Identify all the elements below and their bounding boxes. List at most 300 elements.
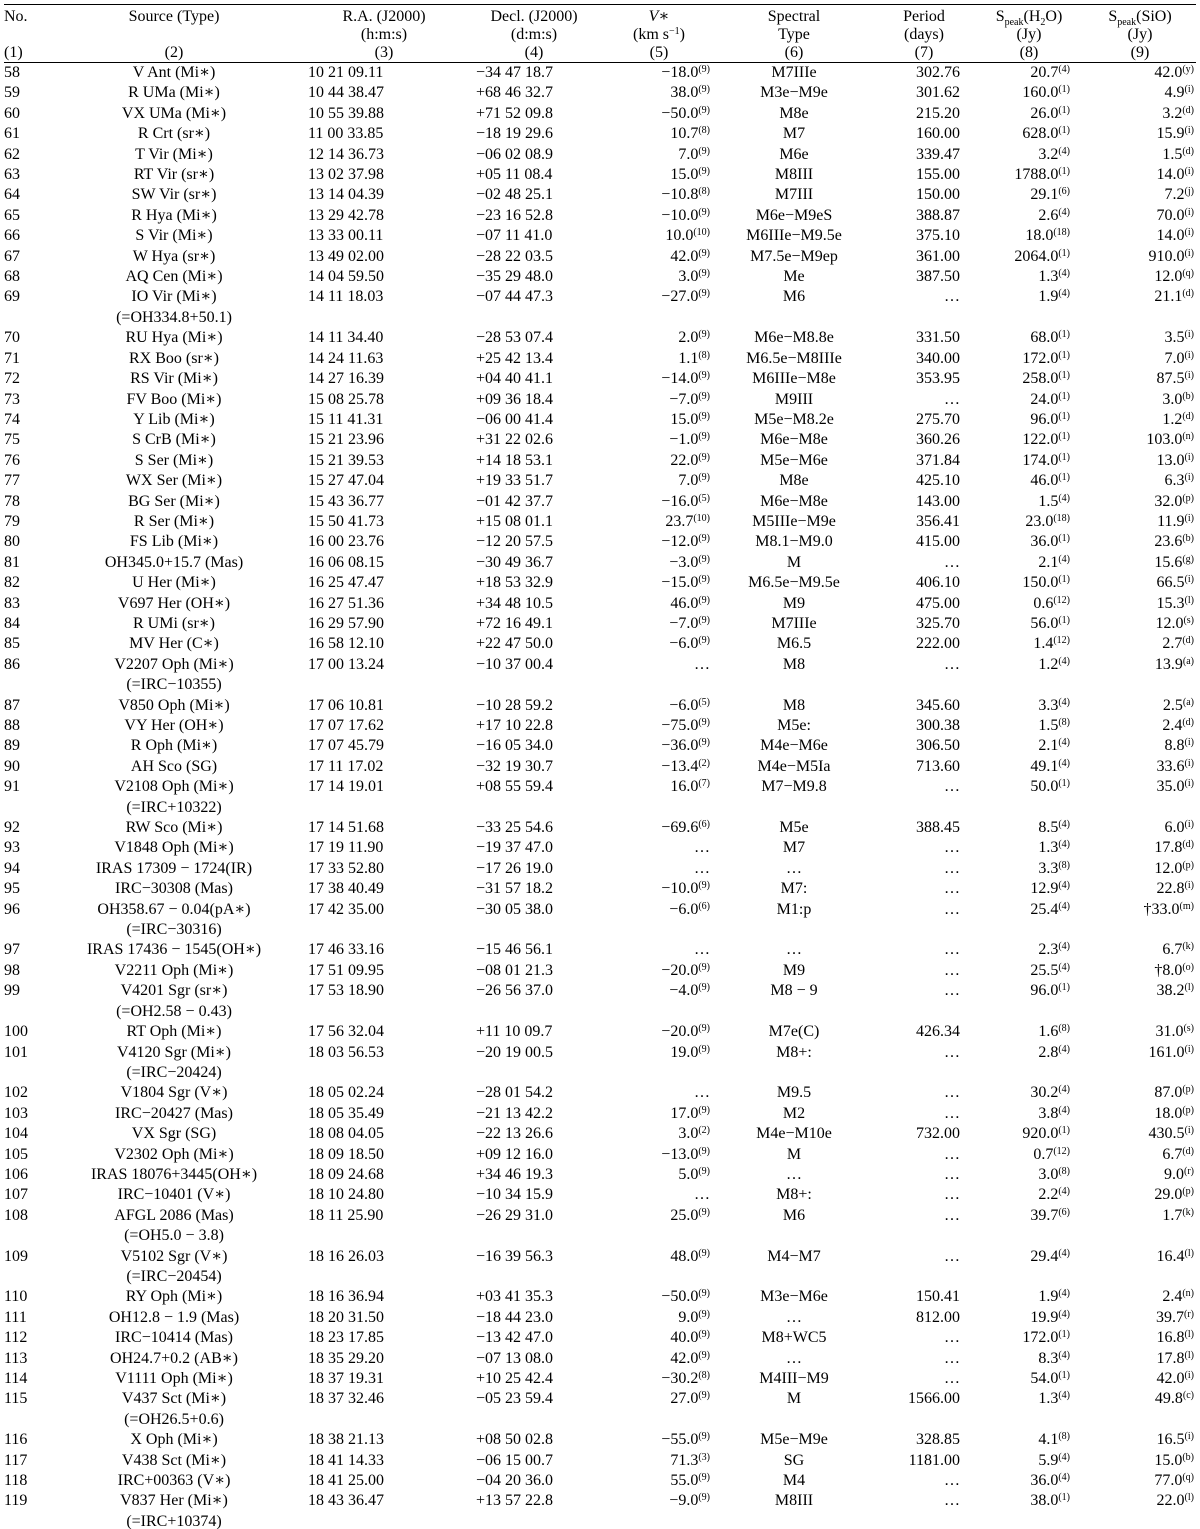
vstar-value [604,1389,714,1409]
speak-h2o-value [974,573,1084,593]
reference-superscript: (9) [698,1165,710,1177]
ra-value-text: 16 27 51.36 [308,594,384,612]
source-name-text: IRAS 18076+3445(OH∗) [90,1165,258,1183]
dec-value [464,553,604,573]
vstar-value [604,1124,714,1144]
speak-h2o-value-text: 1.6 [1038,1023,1059,1041]
dec-value [464,451,604,471]
source-name-text: OH24.7+0.2 (AB∗) [110,1349,238,1367]
speak-sio-value [1084,553,1196,573]
vstar-value-text: 10.0 [665,227,694,245]
speak-h2o-value [974,512,1084,532]
empty-cell [974,1267,1084,1287]
row-number [4,940,44,960]
reference-superscript: (6) [698,900,710,912]
dec-value [464,63,604,84]
ra-value [304,818,464,838]
source-alias: (=IRC+10374) [126,1512,222,1529]
source-name [44,1328,304,1348]
empty-cell [1084,798,1196,818]
vstar-value [604,492,714,512]
speak-sio-value [1084,859,1196,879]
period-value [874,492,974,512]
row-number [4,1349,44,1369]
speak-sio-value [1084,573,1196,593]
vstar-value-text: 5.0 [678,1165,699,1183]
vstar-value-text: 40.0 [670,1329,699,1347]
period-value-text: … [944,1084,960,1102]
speak-h2o-value [974,532,1084,552]
source-name-text: WX Ser (Mi∗) [125,472,223,490]
empty-cell [304,798,464,818]
reference-superscript: (4) [1058,941,1070,953]
ra-value-text: 17 46 33.16 [308,941,384,959]
dec-value-text: −28 53 07.4 [476,329,554,347]
row-number [4,1165,44,1185]
speak-sio-value [1084,1165,1196,1185]
source-name-text: V1111 Oph (Mi∗) [115,1370,233,1387]
table-row [4,696,1196,716]
row-number-text: 116 [4,1431,28,1449]
speak-sio-value [1084,1451,1196,1471]
table-row [4,716,1196,736]
empty-cell [464,675,604,695]
period-value-text: … [944,655,960,673]
period-value-text: 387.50 [916,268,960,286]
spectral-type [714,716,874,736]
ra-value-text: 18 43 36.47 [308,1492,384,1510]
table-body [4,63,1196,1529]
reference-superscript: (d) [1182,145,1194,157]
vstar-value [604,185,714,205]
reference-superscript: (9) [698,1308,710,1320]
table-row [4,961,1196,981]
period-value-text: 328.85 [916,1431,960,1449]
table-row-continuation [4,1410,1196,1430]
ra-value [304,532,464,552]
ra-value [304,716,464,736]
source-name [44,961,304,981]
dec-value [464,83,604,103]
row-number-text: 73 [4,390,20,408]
row-number-text: 117 [4,1451,28,1469]
reference-superscript: (1) [1058,349,1070,361]
vstar-value [604,1491,714,1511]
period-value-text: 361.00 [916,247,960,265]
source-name [44,573,304,593]
ra-value [304,124,464,144]
dec-value-text: −07 13 08.0 [476,1349,554,1367]
reference-superscript: (4) [1058,819,1070,831]
source-name-text: V5102 Sgr (V∗) [120,1247,228,1265]
source-name [44,1083,304,1103]
row-number-text: 105 [4,1145,28,1163]
row-number-text: 107 [4,1186,28,1204]
reference-superscript: (12) [1053,635,1070,647]
source-name-text: IRC−10401 (V∗) [117,1186,231,1204]
period-value [874,1430,974,1450]
source-name [44,981,304,1001]
source-name [44,185,304,205]
reference-superscript: (k) [1182,941,1194,953]
spectral-type-text: M6e−M8e [760,431,828,449]
source-name [44,328,304,348]
period-value-text: 732.00 [916,1125,960,1143]
speak-h2o-value-text: 172.0 [1022,349,1059,367]
empty-cell [714,1063,874,1083]
reference-superscript: (4) [1058,1288,1070,1300]
vstar-value-text: −13.4 [661,757,699,775]
dec-value-text: +31 22 02.6 [476,431,554,449]
speak-sio-value [1084,328,1196,348]
col-header-dec: Decl. (J2000) [464,5,604,27]
table-row [4,206,1196,226]
dec-value [464,492,604,512]
period-value [874,900,974,920]
speak-h2o-value [974,1430,1084,1450]
dec-value [464,185,604,205]
spectral-type-text: M4III−M9 [759,1370,829,1387]
row-number [4,492,44,512]
vstar-value [604,818,714,838]
ra-value [304,940,464,960]
source-name [44,410,304,430]
empty-cell [1084,1002,1196,1022]
row-number [4,226,44,246]
row-number [4,1451,44,1471]
dec-value [464,655,604,675]
table-row-continuation [4,675,1196,695]
period-value [874,818,974,838]
reference-superscript: (r) [1184,1308,1194,1320]
spectral-type [714,185,874,205]
speak-h2o-value [974,1369,1084,1389]
dec-value [464,859,604,879]
row-number [4,63,44,84]
vstar-value-text: −10.0 [661,880,699,898]
dec-value [464,1022,604,1042]
row-number-text: 94 [4,859,20,877]
row-number [4,900,44,920]
reference-superscript: (6) [1058,1206,1070,1218]
dec-value-text: −10 37 00.4 [476,655,554,673]
dec-value [464,247,604,267]
dec-value [464,1043,604,1063]
ra-value [304,1349,464,1369]
period-value-text: … [944,553,960,571]
speak-sio-value [1084,532,1196,552]
table-row-continuation [4,1063,1196,1083]
speak-sio-value [1084,736,1196,756]
dec-value-text: −22 13 26.6 [476,1125,554,1143]
vstar-value [604,553,714,573]
vstar-value-text: 27.0 [670,1390,699,1408]
speak-sio-value-text: 6.7 [1162,1145,1183,1163]
spectral-type [714,1206,874,1226]
ra-value [304,1369,464,1389]
reference-superscript: (9) [698,1206,710,1218]
speak-sio-value-text: 161.0 [1148,1043,1185,1061]
spectral-type [714,553,874,573]
period-value [874,512,974,532]
table-row [4,594,1196,614]
reference-superscript: (b) [1182,390,1194,402]
ra-value [304,410,464,430]
row-number-text: 106 [4,1165,28,1183]
dec-value-text: −06 00 41.4 [476,410,554,428]
reference-superscript: (d) [1182,410,1194,422]
vstar-value-text: 16.0 [670,778,699,796]
ra-value [304,879,464,899]
speak-h2o-value-text: 36.0 [1030,533,1059,551]
row-number [4,1022,44,1042]
spectral-type-text: M7III [774,186,814,204]
reference-superscript: (1) [1058,104,1070,116]
vstar-value [604,410,714,430]
row-number-text: 69 [4,288,20,306]
row-number [4,369,44,389]
dec-value-text: −06 15 00.7 [476,1451,554,1469]
vstar-value-text: −55.0 [661,1431,699,1449]
spectral-type-text: … [786,941,802,959]
spectral-type [714,1247,874,1267]
empty-cell [714,798,874,818]
dec-value [464,165,604,185]
spectral-type [714,1145,874,1165]
ra-value [304,594,464,614]
reference-superscript: (1) [1058,329,1070,341]
table-row [4,1308,1196,1328]
spectral-type [714,1328,874,1348]
speak-h2o-value [974,287,1084,307]
table-row [4,124,1196,144]
period-value [874,838,974,858]
ra-value-text: 13 14 04.39 [308,186,384,204]
speak-sio-value-text: 8.8 [1164,737,1185,755]
dec-value-text: −19 37 47.0 [476,839,554,857]
ra-value-text: 17 19 11.90 [308,839,384,857]
vstar-value-text: −6.0 [669,696,699,714]
row-number [4,267,44,287]
speak-sio-value-text: 87.0 [1154,1084,1183,1102]
speak-h2o-value [974,716,1084,736]
vstar-value-text: 23.7 [665,512,694,530]
row-number-text: 76 [4,451,20,469]
empty-cell [304,1512,464,1529]
speak-h2o-value [974,940,1084,960]
speak-h2o-value-text: 46.0 [1030,472,1059,490]
ra-value-text: 18 37 19.31 [308,1370,384,1387]
vstar-value-text: 7.0 [678,472,699,490]
table-row [4,1043,1196,1063]
empty-cell [874,1512,974,1529]
dec-value-text: +14 18 53.1 [476,451,554,469]
source-name-text: BG Ser (Mi∗) [128,492,220,510]
vstar-value [604,145,714,165]
source-name [44,512,304,532]
speak-sio-value-text: 38.2 [1156,982,1185,1000]
reference-superscript: (a) [1182,655,1194,667]
speak-h2o-value [974,267,1084,287]
table-row [4,614,1196,634]
speak-sio-value-text: 12.0 [1154,859,1183,877]
ra-value [304,1145,464,1165]
dec-value-text: +09 12 16.0 [476,1145,554,1163]
speak-sio-value [1084,1206,1196,1226]
speak-sio-value-text: 430.5 [1148,1125,1185,1143]
period-value-text: 812.00 [916,1308,960,1326]
ra-value-text: 12 14 36.73 [308,145,384,163]
period-value [874,328,974,348]
spectral-type [714,1451,874,1471]
speak-h2o-value-text: 0.7 [1033,1145,1054,1163]
vstar-value-text: 42.0 [670,1349,699,1367]
row-number [4,1104,44,1124]
ra-value-text: 15 21 23.96 [308,431,384,449]
speak-h2o-value-text: 3.8 [1038,1104,1059,1122]
period-value-text: … [944,1247,960,1265]
empty-cell [604,1226,714,1246]
empty-cell [464,1002,604,1022]
table-row [4,104,1196,124]
source-name [44,1308,304,1328]
speak-h2o-value-text: 920.0 [1022,1125,1059,1143]
speak-sio-value [1084,1022,1196,1042]
ra-value-text: 17 06 10.81 [308,696,384,714]
speak-h2o-value-text: 2064.0 [1014,247,1059,265]
reference-superscript: (o) [1182,961,1194,973]
source-name [44,757,304,777]
reference-superscript: (9) [698,1023,710,1035]
vstar-value [604,451,714,471]
source-name-text: W Hya (sr∗) [132,247,216,265]
reference-superscript: (d) [1182,717,1194,728]
empty-cell [874,1063,974,1083]
reference-superscript: (i) [1184,819,1194,831]
row-number-text: 70 [4,329,20,347]
speak-h2o-value [974,451,1084,471]
period-value-text: 356.41 [916,512,960,530]
ra-value-text: 15 21 39.53 [308,451,384,469]
speak-h2o-value-text: 24.0 [1030,390,1059,408]
ra-value [304,1308,464,1328]
reference-superscript: (9) [698,614,710,626]
spectral-type-text: M8III [774,166,814,184]
dec-value [464,757,604,777]
vstar-value-text: 15.0 [670,410,699,428]
ra-value-text: 18 38 21.13 [308,1431,384,1449]
source-name [44,716,304,736]
reference-superscript: (1) [1058,982,1070,994]
col-header-speak-sio: $S_{peak}(SiO)$ [1084,5,1196,27]
spectral-type [714,390,874,410]
source-name [44,226,304,246]
reference-superscript: (8) [1058,1431,1070,1443]
spectral-type [714,1308,874,1328]
source-name [44,1471,304,1491]
spectral-type-text: M8+WC5 [761,1329,827,1347]
row-number [4,553,44,573]
period-value-text: … [944,1104,960,1122]
reference-superscript: (1) [1058,166,1070,178]
speak-h2o-value-text: 1.9 [1038,1288,1059,1306]
row-number [4,124,44,144]
speak-h2o-value-text: 0.6 [1033,594,1054,612]
empty-cell [1084,1226,1196,1246]
spectral-type-text: Me [783,268,805,286]
vstar-value [604,1349,714,1369]
col-unit-vstar: (km $s^{-1}$) [633,26,685,43]
period-value [874,696,974,716]
table-row [4,634,1196,654]
row-number-text: 108 [4,1206,28,1224]
period-value-text: 371.84 [916,451,960,469]
period-value [874,553,974,573]
reference-superscript: (8) [698,1370,710,1381]
row-number [4,859,44,879]
reference-superscript: (1) [1058,431,1070,443]
empty-cell [974,1410,1084,1430]
speak-sio-value-text: 87.5 [1156,370,1185,388]
speak-sio-value [1084,940,1196,960]
spectral-type-text: M6IIIe−M9.5e [746,227,842,245]
row-number [4,1430,44,1450]
dec-value [464,879,604,899]
spectral-type [714,1389,874,1409]
vstar-value-text: −50.0 [661,1288,699,1306]
speak-sio-value-text: 49.8 [1154,1390,1183,1408]
period-value-text: 150.00 [916,186,960,204]
spectral-type-text: M6.5e−M9.5e [748,574,840,592]
period-value [874,390,974,410]
ra-value-text: 17 56 32.04 [308,1023,384,1041]
period-value [874,1349,974,1369]
spectral-type-text: M9 [782,594,806,612]
source-name-text: RX Boo (sr∗) [129,349,219,367]
table-row [4,430,1196,450]
row-number-text: 78 [4,492,20,510]
period-value-text: 388.87 [916,206,960,224]
row-number-text: 74 [4,410,20,428]
vstar-value [604,1247,714,1267]
row-number [4,1491,44,1511]
ra-value [304,328,464,348]
speak-h2o-value [974,1247,1084,1267]
dec-value [464,349,604,369]
speak-sio-value-text: 32.0 [1154,492,1183,510]
period-value-text: 331.50 [916,329,960,347]
period-value [874,1043,974,1063]
source-name [44,83,304,103]
dec-value-text: −02 48 25.1 [476,186,554,204]
table-row [4,1165,1196,1185]
period-value-text: 340.00 [916,349,960,367]
period-value-text: 301.62 [916,84,960,102]
source-name-text: IRAS 17436 − 1545(OH∗) [86,941,262,959]
dec-value [464,104,604,124]
reference-superscript: (8) [698,349,710,361]
ra-value [304,1471,464,1491]
ra-value [304,185,464,205]
speak-h2o-value-text: 1.2 [1038,655,1059,673]
vstar-value [604,104,714,124]
spectral-type-text: M7: [780,880,808,898]
spectral-type [714,492,874,512]
reference-superscript: (l) [1184,594,1194,606]
reference-superscript: (1) [1058,410,1070,422]
period-value-text: … [944,390,960,408]
source-alias: (=IRC+10322) [126,798,222,816]
